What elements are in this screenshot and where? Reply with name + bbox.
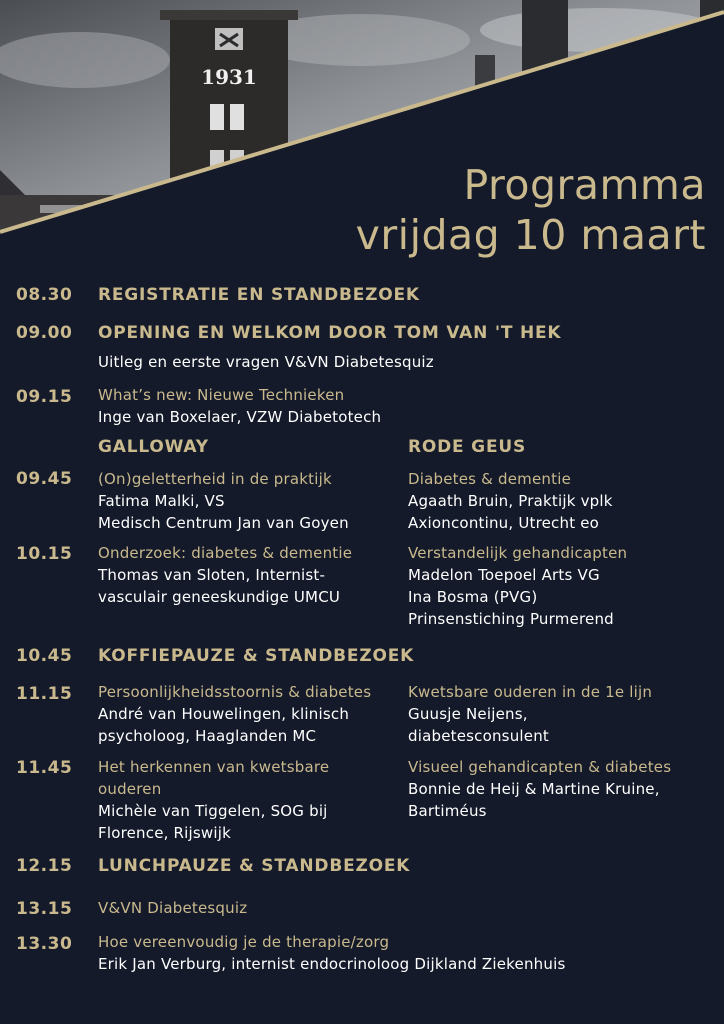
topic-1015-left: Onderzoek: diabetes & dementie	[98, 544, 353, 562]
speaker-0945-right-2: Axioncontinu, Utrecht eo	[408, 514, 600, 532]
topic-0945-right: Diabetes & dementie	[408, 470, 571, 488]
session-topic-1315: V&VN Diabetesquiz	[98, 899, 248, 917]
speaker-1115-left-2: psycholoog, Haaglanden MC	[98, 727, 317, 745]
session-detail-0900: Uitleg en eerste vragen V&VN Diabetesquiz	[98, 353, 434, 371]
speaker-1145-left-1: Michèle van Tiggelen, SOG bij	[98, 802, 328, 820]
speaker-1145-left-2: Florence, Rijswijk	[98, 824, 232, 842]
time-1330: 13.30	[16, 934, 73, 954]
session-title-1045: KOFFIEPAUZE & STANDBEZOEK	[98, 646, 415, 666]
session-speaker-0915: Inge van Boxelaer, VZW Diabetotech	[98, 408, 382, 426]
column-header-rode-geus: RODE GEUS	[408, 437, 526, 457]
time-1115: 11.15	[16, 684, 73, 704]
topic-1145-left-2: ouderen	[98, 780, 162, 798]
topic-1115-left: Persoonlijkheidsstoornis & diabetes	[98, 683, 372, 701]
speaker-1015-right-2: Ina Bosma (PVG)	[408, 588, 538, 606]
time-0915: 09.15	[16, 387, 73, 407]
speaker-1015-right-1: Madelon Toepoel Arts VG	[408, 566, 600, 584]
speaker-0945-left-2: Medisch Centrum Jan van Goyen	[98, 514, 349, 532]
speaker-1015-right-3: Prinsenstiching Purmerend	[408, 610, 614, 628]
title-line2: vrijdag 10 maart	[355, 211, 706, 259]
topic-0945-left: (On)geletterheid in de praktijk	[98, 470, 332, 488]
speaker-1015-left-2: vasculair geneeskundige UMCU	[98, 588, 341, 606]
time-0900: 09.00	[16, 323, 73, 343]
session-topic-1330: Hoe vereenvoudig je de therapie/zorg	[98, 933, 390, 951]
topic-1145-right: Visueel gehandicapten & diabetes	[408, 758, 672, 776]
speaker-0945-right-1: Agaath Bruin, Praktijk vplk	[408, 492, 613, 510]
time-1045: 10.45	[16, 646, 73, 666]
time-1315: 13.15	[16, 899, 73, 919]
speaker-1145-right-2: Bartiméus	[408, 802, 487, 820]
session-title-1215: LUNCHPAUZE & STANDBEZOEK	[98, 856, 411, 876]
session-speaker-1330: Erik Jan Verburg, internist endocrinoloog Dijkland Ziekenhuis	[98, 955, 566, 973]
column-header-galloway: GALLOWAY	[98, 437, 209, 457]
topic-1115-right: Kwetsbare ouderen in de 1e lijn	[408, 683, 653, 701]
speaker-1145-right-1: Bonnie de Heij & Martine Kruine,	[408, 780, 660, 798]
time-1015: 10.15	[16, 544, 73, 564]
speaker-1115-left-1: André van Houwelingen, klinisch	[98, 705, 350, 723]
topic-1145-left-1: Het herkennen van kwetsbare	[98, 758, 330, 776]
speaker-1115-right-1: Guusje Neijens,	[408, 705, 528, 723]
speaker-0945-left-1: Fatima Malki, VS	[98, 492, 225, 510]
time-1215: 12.15	[16, 856, 73, 876]
time-0830: 08.30	[16, 285, 73, 305]
speaker-1115-right-2: diabetesconsulent	[408, 727, 549, 745]
page-title	[356, 160, 706, 260]
session-topic-0915: What’s new: Nieuwe Technieken	[98, 386, 345, 404]
session-title-0830: REGISTRATIE EN STANDBEZOEK	[98, 285, 420, 305]
tower-year-label: 1931	[201, 65, 257, 89]
session-title-0900: OPENING EN WELKOM DOOR TOM VAN 'T HEK	[98, 323, 562, 343]
title-line1: Programma	[463, 161, 706, 209]
time-1145: 11.45	[16, 758, 73, 778]
topic-1015-right: Verstandelijk gehandicapten	[408, 544, 628, 562]
speaker-1015-left-1: Thomas van Sloten, Internist-	[98, 566, 326, 584]
time-0945: 09.45	[16, 469, 73, 489]
